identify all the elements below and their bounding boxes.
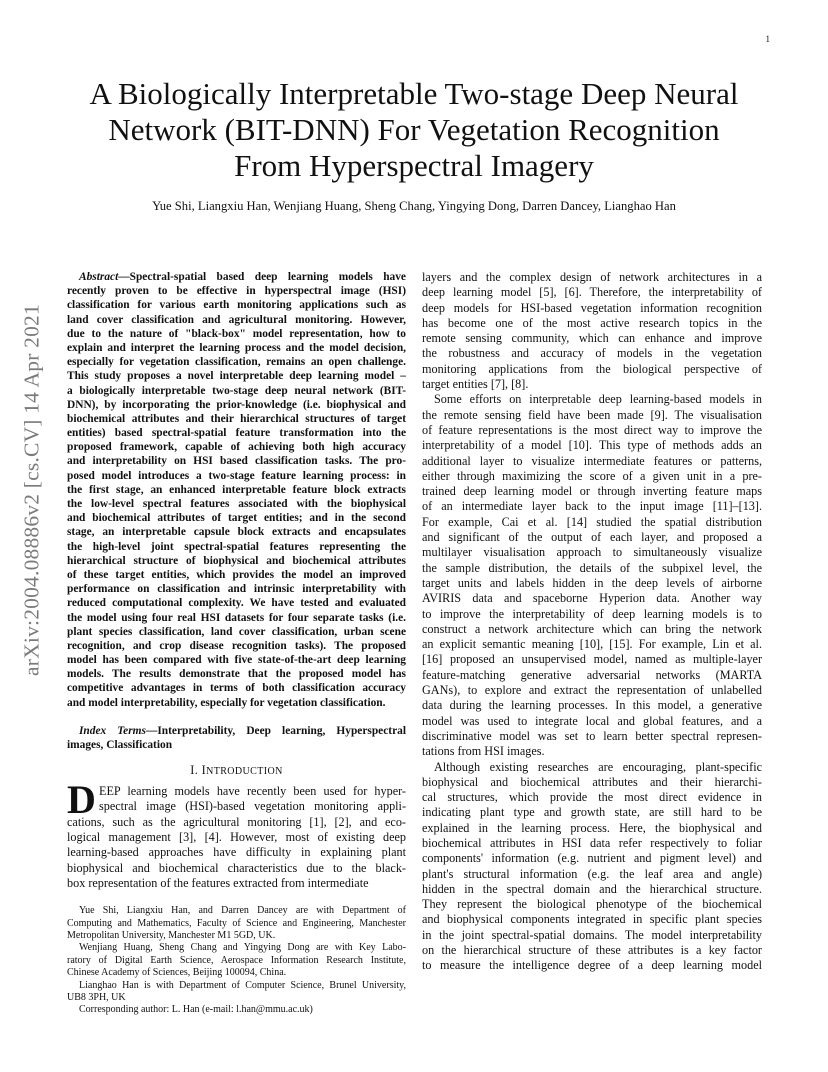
text-line: They represent the biological phenotype of the biochemical <box>422 897 762 912</box>
text-line: box representation of the features extracted from intermediate <box>67 875 369 890</box>
text-line: images, Classification <box>67 739 173 751</box>
text-line: logical management [3], [4]. However, most of existing deep <box>67 830 406 845</box>
text-line: model was used to integrate local and global features, and a <box>422 713 762 728</box>
index-terms <box>67 724 406 752</box>
footnote <box>67 1004 406 1016</box>
text-line: has become one of the most active research topics in the <box>422 315 762 330</box>
abstract-text: —Spectral-spatial based deep learning models have <box>118 271 406 283</box>
text-line: an explicit semantic meaning [10], [15]. For example, Lin et al. <box>422 637 762 652</box>
footnote <box>67 905 406 942</box>
text-line: Computing and Mathematics, Faculty of Science and Engineering, Manchester <box>67 917 406 929</box>
text-line: construct a network architecture which can bring the network <box>422 621 762 636</box>
text-line: monitoring applications from the biological perspective of <box>422 361 762 376</box>
text-line: and biochemical attributes of target entities; and in the second <box>67 512 406 525</box>
text-line: posed model introduces a two-stage feature learning process: in <box>67 469 406 482</box>
text-line: entities) based spectral-spatial feature transformation into the <box>67 427 406 440</box>
text-line: hidden in the spectral domain and the hierarchical structure. <box>422 881 762 896</box>
text-line: Lianghao Han is with Department of Computer Science, Brunel University, <box>79 979 406 991</box>
text-line: of these target entities, which provides the model an improved <box>67 568 406 581</box>
text-line: cations, such as the agricultural monitoring [1], [2], and eco- <box>67 814 406 829</box>
text-line: deep models for HSI-based vegetation information recognition <box>422 300 762 315</box>
text-line: performance on classification and intrinsic interpretability with <box>67 583 406 596</box>
text-line: biochemical attributes in HSI data refer respectively to foliar <box>422 835 762 850</box>
text-line: explained in the learning process. Here, the biophysical and <box>422 820 762 835</box>
text-line: plant species classification, land cover classification, urban scene <box>67 625 406 638</box>
text-line: and model interpretability, especially for vegetation classification. <box>67 696 386 709</box>
text-line: the first stage, an enhanced interpretable feature block extracts <box>67 483 406 496</box>
text-line: data during the learning processes. In this model, a generative <box>422 698 762 713</box>
text-line: especially for vegetation classification, remains an open challenge. <box>67 356 406 369</box>
text-line: additional layer to visualize intermediate features or patterns, <box>422 453 762 468</box>
text-line: recently proven to be effective in hyperspectral image (HSI) <box>67 285 406 298</box>
text-line: target entities [7], [8]. <box>422 377 529 392</box>
text-line: plant's structural information (e.g. the leaf area and angle) <box>422 866 762 881</box>
footnote <box>67 942 406 979</box>
text-line: AVIRIS data and spaceborne Hyperion data. Another way <box>422 591 762 606</box>
text-line: Metropolitan University, Manchester M1 5GD, UK. <box>67 930 276 942</box>
text-line: Wenjiang Huang, Sheng Chang and Yingying Dong are with Key Labo- <box>79 942 406 954</box>
text-line: model has been compared with five state-of-the-art deep learning <box>67 654 406 667</box>
section-title-rest: NTRODUCTION <box>206 766 283 778</box>
page-number: 1 <box>765 34 770 44</box>
text-line: due to the nature of "black-box" model representation, how to <box>67 327 406 340</box>
arxiv-identifier <box>2 280 62 700</box>
text-line: the remote sensing field have been made [9]. The visualisation <box>422 407 762 422</box>
intro-paragraph <box>67 777 406 891</box>
abstract-label: Abstract <box>79 271 119 283</box>
text-line: deep learning model [5], [6]. Therefore, the interpretability of <box>422 285 762 300</box>
text-line: indicating plant type and growth state, are still hard to be <box>422 805 762 820</box>
paragraph <box>422 760 762 974</box>
text-line: and interpretability on HSI based classification tasks. The pro- <box>67 455 406 468</box>
text-line: reduced computational complexity. We have tested and evaluated <box>67 597 406 610</box>
text-line: the sample distribution, the details of the subpixel level, the <box>422 560 762 575</box>
text-line: spectral image (HSI)-based vegetation monitoring appli- <box>99 799 406 814</box>
text-line: components' information (e.g. nutrient and pigment level) and <box>422 851 762 866</box>
text-line: cal structures, which provide the most direct evidence in <box>422 790 762 805</box>
text-line: the model using four real HSI datasets for four separate tasks (i.e. <box>67 611 406 624</box>
text-line: proposed framework, capable of achieving both high accuracy <box>67 441 406 454</box>
text-line: either through maximizing the score of a given unit in a pre- <box>422 468 762 483</box>
text-line: biophysical and biochemical characteristics due to the black- <box>67 860 406 875</box>
index-terms-text: —Interpretability, Deep learning, Hyperspectral <box>145 724 406 737</box>
text-line: This study proposes a novel interpretable deep learning model – <box>67 370 406 383</box>
text-line: models. The results demonstrate that the proposed model has <box>67 668 406 681</box>
footnotes <box>67 905 406 1017</box>
text-line: competitive advantages in terms of both classification accuracy <box>67 682 406 695</box>
text-line: Chinese Academy of Sciences, Beijing 100094, China. <box>67 967 287 979</box>
text-line: in the joint spectral-spatial domains. The model interpretability <box>422 927 762 942</box>
text-line: For example, Cai et al. [14] studied the spatial distribution <box>422 514 762 529</box>
text-line: stage, an interpretable capsule block extracts and encapsulates <box>67 526 406 539</box>
paper-title <box>48 76 780 184</box>
text-line: the high-level joint spectral-spatial features representing the <box>67 540 406 553</box>
text-line: EEP learning models have recently been used for hyper- <box>99 784 406 799</box>
text-line: target units and labels hidden in the deep levels of airborne <box>422 575 762 590</box>
text-line: discriminative model was set to learn better spectral represen- <box>422 728 762 743</box>
text-line: recognition, and crop disease recognition tasks). The proposed <box>67 639 406 652</box>
text-line: biophysical and biochemical attributes and their hierarchi- <box>422 774 762 789</box>
text-line: biochemical attributes and their hierarchical structures of target <box>67 412 406 425</box>
text-line: layers and the complex design of network architectures in a <box>422 270 762 284</box>
text-line: Yue Shi, Liangxiu Han, and Darren Dancey are with Department of <box>79 905 406 917</box>
paragraph <box>422 392 762 759</box>
right-column <box>422 270 762 974</box>
text-line: Corresponding author: L. Han (e-mail: l.han@mmu.ac.uk) <box>79 1004 313 1016</box>
text-line: explain and interpret the learning process and the model decision, <box>67 341 406 354</box>
text-line: DNN), by incorporating the prior-knowledge (i.e. biophysical and <box>67 398 406 411</box>
text-line: interpretability of a model [10]. This type of methods adds an <box>422 438 762 453</box>
index-terms-label: Index Terms <box>79 724 146 737</box>
text-line: [16] proposed an unsupervised model, named as multiple-layer <box>422 652 762 667</box>
text-line: UB8 3PH, UK <box>67 992 126 1003</box>
text-line: remote sensing community, which can enhance and improve <box>422 331 762 346</box>
text-line: tations from HSI images. <box>422 744 545 759</box>
footnote <box>67 980 406 1005</box>
text-line: ratory of Digital Earth Science, Aerospace Information Research Institute, <box>67 954 406 966</box>
text-line: to measure the intelligence degree of a deep learning model <box>422 958 762 973</box>
text-line: on the hierarchical structure of these attributes is a key factor <box>422 943 762 958</box>
text-line <box>67 270 406 284</box>
text-line: trained deep learning model or through inverting feature maps <box>422 484 762 499</box>
drop-cap: D <box>67 777 96 823</box>
text-line: of feature representations is the most direct way to improve the <box>422 422 762 437</box>
text-line: classification for various earth monitoring applications such as <box>67 299 406 312</box>
left-column <box>67 270 406 1017</box>
arxiv-identifier-text: arXiv:2004.08886v2 [cs.CV] 14 Apr 2021 <box>19 304 44 676</box>
section-title-initial: I <box>201 763 207 778</box>
text-line: multilayer visualisation approach to simultaneously visualize <box>422 545 762 560</box>
text-line: to improve the interpretability of deep learning models is to <box>422 606 762 621</box>
text-line: land cover classification and agricultural monitoring. However, <box>67 313 406 326</box>
text-line: hierarchical structure of biophysical and biochemical attributes <box>67 554 406 567</box>
text-line: learning-based approaches have difficulty in explaining plant <box>67 845 406 860</box>
title-line: A Biologically Interpretable Two-stage Deep Neural <box>89 76 739 111</box>
section-heading <box>67 762 406 778</box>
text-line: feature-matching generative adversarial networks (MARTA <box>422 667 762 682</box>
title-line: Network (BIT-DNN) For Vegetation Recognition <box>108 112 720 147</box>
text-line: the robustness and accuracy of models in the vegetation <box>422 346 762 361</box>
text-line: Although existing researches are encouraging, plant-specific <box>434 759 762 774</box>
paragraph <box>422 270 762 392</box>
text-line: GANs), to explore and extract the representation of unlabelled <box>422 683 762 698</box>
text-line <box>67 724 406 738</box>
text-line: and significant of the output of each layer, and proposed a <box>422 530 762 545</box>
text-line: Some efforts on interpretable deep learning-based models in <box>434 392 762 407</box>
section-number: I. <box>190 763 199 778</box>
text-line: the low-level spectral features associated with the biophysical <box>67 498 406 510</box>
text-line: a biologically interpretable two-stage deep neural network (BIT- <box>67 384 406 397</box>
text-line: and biophysical components integrated in specific plant species <box>422 912 762 927</box>
abstract <box>67 270 406 710</box>
author-list: Yue Shi, Liangxiu Han, Wenjiang Huang, Sheng Chang, Yingying Dong, Darren Dancey, Lianghao Han <box>152 199 676 213</box>
text-line: of an intermediate layer back to the input image [11]–[13]. <box>422 499 762 514</box>
title-line: From Hyperspectral Imagery <box>234 148 594 183</box>
